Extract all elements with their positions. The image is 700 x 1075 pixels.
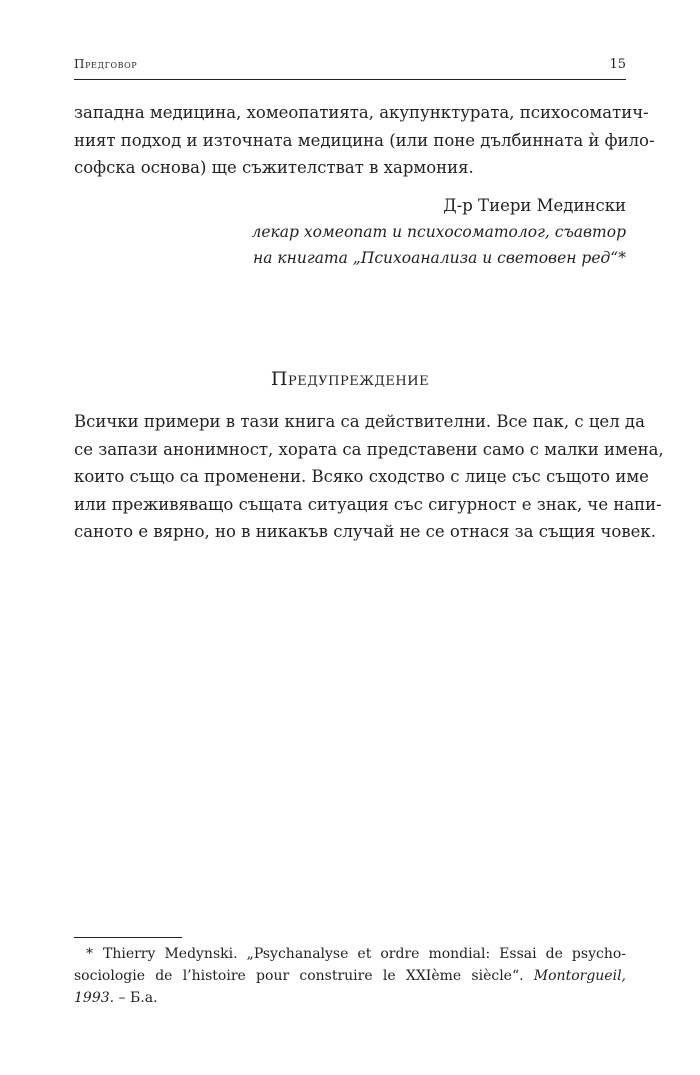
text-line: софска основа) ще съжителстват в хармония. xyxy=(74,158,474,177)
warning-heading: Предупреждение xyxy=(270,368,430,390)
text-line: се запази анонимност, хората са представени само с малки имена, xyxy=(74,439,664,459)
page-number: 15 xyxy=(609,57,626,72)
signature-author-name: Д-р Тиери Медински xyxy=(443,196,626,215)
text-line: Всички примери в тази книга са действителни. Все пак, с цел да xyxy=(74,412,645,431)
footnote-publisher: Montorgueil, xyxy=(533,968,626,984)
text-line: западна медицина, хомеопатията, акупунктурата, психосоматич- xyxy=(74,103,649,122)
footnote-text: – Б.а. xyxy=(114,990,158,1006)
text-line: или преживяващо същата ситуация със сигурност е знак, че напи- xyxy=(74,494,662,514)
text-line: саното е вярно, но в никакъв случай не се отнася за същия човек. xyxy=(74,522,656,541)
foreword-ending-paragraph xyxy=(74,99,655,182)
footnote-year: 1993. xyxy=(74,990,115,1006)
running-head xyxy=(74,57,626,80)
footnote-mark: * xyxy=(86,946,93,962)
running-head-section-title: Предговор xyxy=(74,57,138,71)
signature-role-line: на книгата „Психоанализа и световен ред“* xyxy=(253,249,626,267)
footnote-line xyxy=(74,965,626,987)
warning-paragraph xyxy=(74,408,664,546)
author-signature xyxy=(251,193,626,271)
signature-role-line: лекар хомеопат и психосоматолог, съавтор xyxy=(251,223,626,241)
footnote-line xyxy=(74,987,626,1009)
footnote xyxy=(74,943,626,1009)
footnote-divider xyxy=(74,937,182,938)
text-line: ният подход и източната медицина (или поне дълбинната ѝ фило- xyxy=(74,130,655,150)
footnote-text: sociologie de l’histoire pour construire le XXIème siècle“. xyxy=(74,968,534,984)
footnote-text: Thierry Medynski. „Psychanalyse et ordre mondial: Essai de psycho- xyxy=(103,946,626,962)
footnote-line xyxy=(74,943,626,965)
text-line: които също са променени. Всяко сходство с лице със същото име xyxy=(74,467,649,486)
